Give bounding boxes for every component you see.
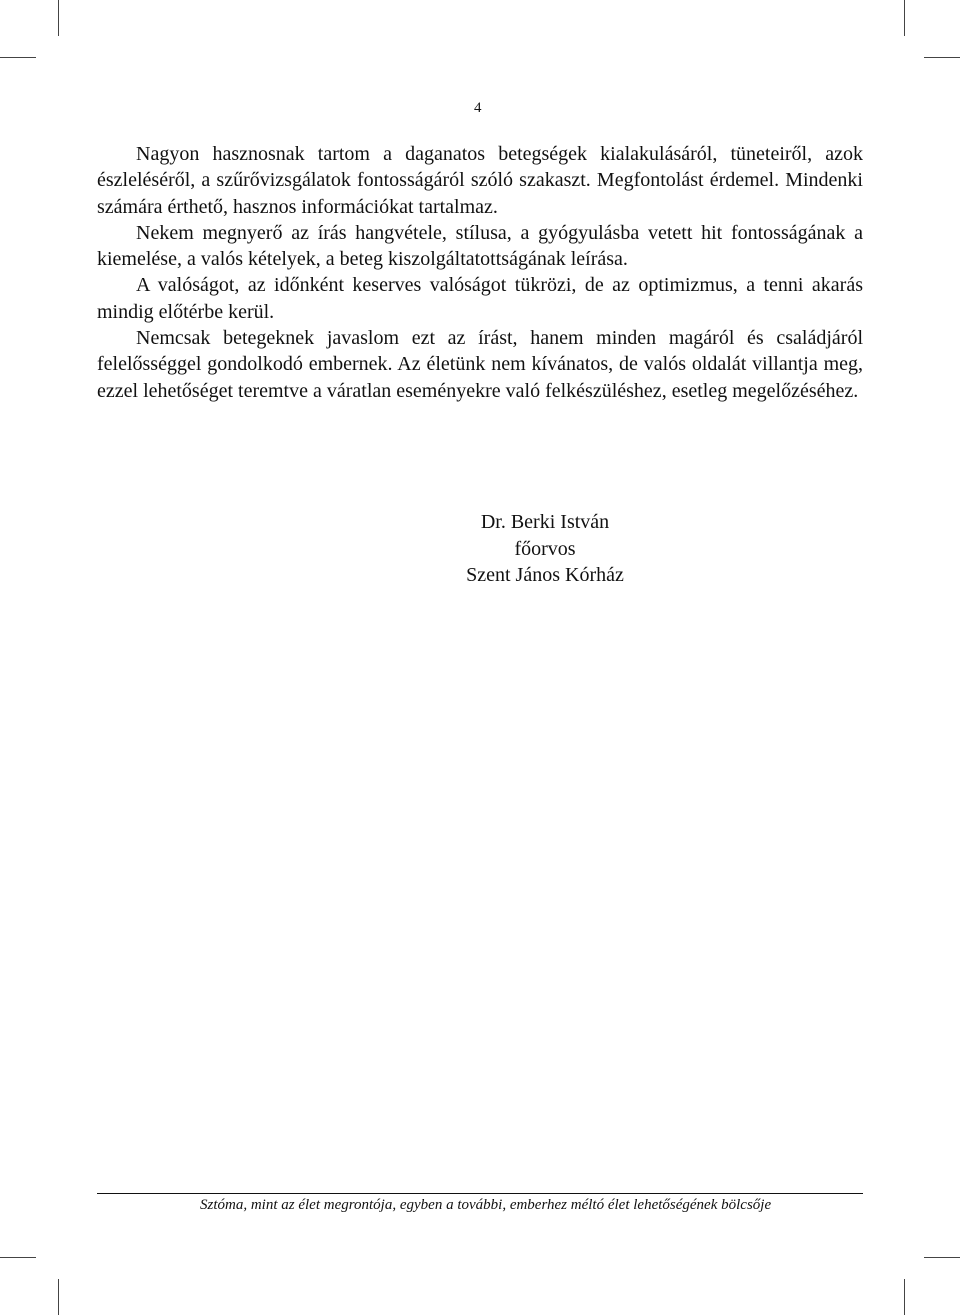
paragraph: A valóságot, az időnként keserves valóságot tükrözi, de az optimizmus, a tenni akarás mindig előtérbe kerül. (97, 274, 863, 323)
crop-mark-right-bottom (924, 1257, 960, 1258)
signature-block (380, 509, 710, 589)
paragraph: Nagyon hasznosnak tartom a daganatos betegségek kialakulásáról, tüneteiről, azok észleléséről, a szűrővizsgálatok fontosságáról szóló szakaszt. Megfontolást érdemel. Mindenki számára érthető, hasznos információkat tartalmaz. (97, 143, 863, 218)
crop-mark-top-left (58, 0, 59, 36)
crop-mark-right-top (924, 57, 960, 58)
body-text (97, 141, 863, 404)
crop-mark-top-right (904, 0, 905, 36)
page-number: 4 (474, 100, 482, 116)
crop-mark-bottom-left (58, 1279, 59, 1315)
footer-divider (97, 1193, 863, 1194)
signature-institution: Szent János Kórház (466, 564, 624, 586)
paragraph: Nemcsak betegeknek javaslom ezt az írást, hanem minden magáról és családjáról felelősséggel gondolkodó embernek. Az életünk nem kívánatos, de valós oldalát villantja meg, ezzel lehetőséget teremtve a váratlan eseményekre való felkészüléshez, esetleg megelőzéséhez. (97, 327, 863, 402)
crop-mark-left-top (0, 57, 36, 58)
footer-running-title: Sztóma, mint az élet megrontója, egyben a további, emberhez méltó élet lehetőségének bölcsője (200, 1197, 772, 1213)
crop-mark-bottom-right (904, 1279, 905, 1315)
signature-title: főorvos (514, 537, 576, 560)
paragraph: Nekem megnyerő az írás hangvétele, stílusa, a gyógyulásba vetett hit fontosságának a kiemelése, a valós kételyek, a beteg kiszolgáltatottságának leírása. (97, 221, 863, 271)
crop-mark-left-bottom (0, 1257, 36, 1258)
signature-name: Dr. Berki István (480, 511, 610, 533)
